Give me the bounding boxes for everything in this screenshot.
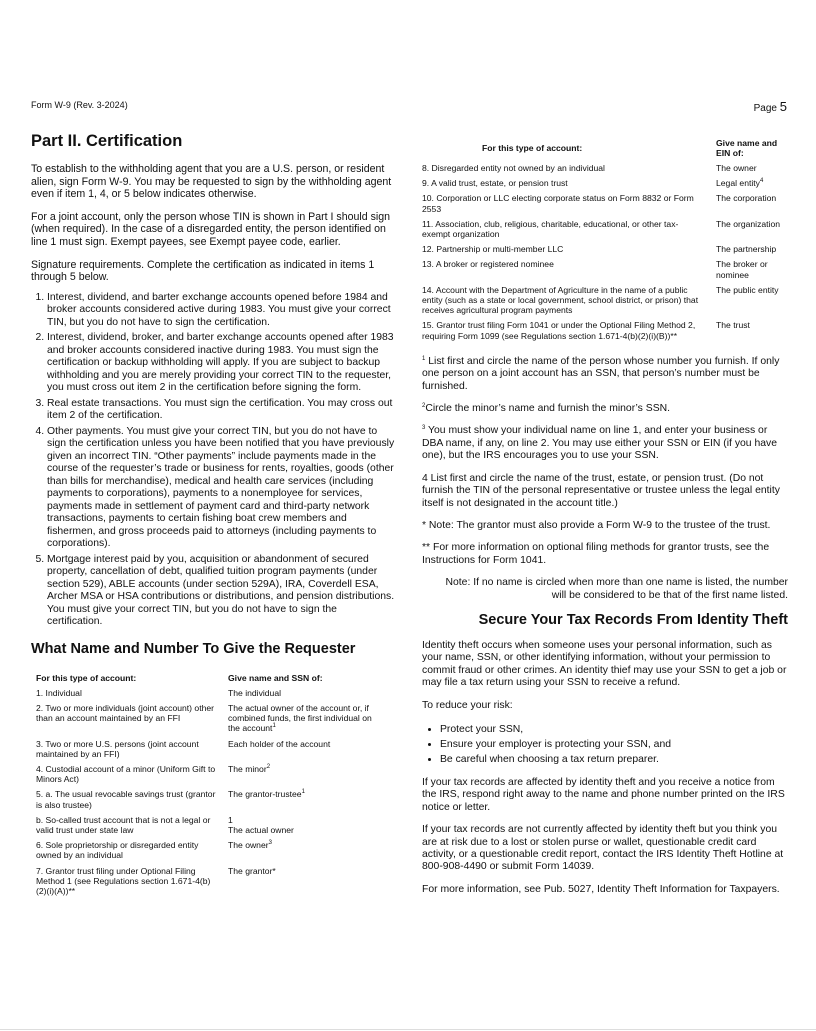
identity-paragraph-3: If your tax records are affected by identity theft and you receive a notice from the IRS, respond right away to the name and phone number printed on the IRS notice or letter. (422, 776, 785, 813)
table-row (422, 285, 788, 321)
identity-paragraph-4: If your tax records are not currently affected by identity theft but you think you are at risk due to a lost or stolen purse or wallet, questionable credit card activity, or a questionable credit report, contact the IRS Identity Theft Hotline at 800-908-4490 or submit Form 14039. (422, 824, 784, 873)
give-name-text: The broker or nominee (716, 259, 768, 280)
account-type-cell: 11. Association, club, religious, charitable, educational, or other tax-exempt organization (422, 218, 679, 240)
give-name-text: The trust (716, 320, 750, 331)
table-row (422, 163, 788, 178)
footnote-ref: 4 (759, 178, 764, 185)
list-item: • Be careful when choosing a tax return preparer. (440, 752, 788, 767)
account-type-cell: 14. Account with the Department of Agriculture in the name of a public entity (such as a state or local government, school district, or prison) that receives agricultural program payments (422, 284, 699, 316)
table-header-give: Give name and EIN of: (716, 138, 778, 158)
account-type-cell: b. So-called trust account that is not a legal or valid trust under state law (36, 814, 211, 835)
list-item: 2. Interest, dividend, broker, and barter exchange accounts opened after 1983 and broker accounts considered inactive during 1983. You must sign the certification or backup withholding will apply. If you are subject to backup withholding and you are merely providing your correct TIN to the requester, you must cross out item 2 in the certification before signing the form. (47, 332, 395, 395)
give-name-text: The public entity (716, 284, 779, 295)
identity-paragraph-5: For more information, see Pub. 5027, Identity Theft Information for Taxpayers. (422, 883, 780, 895)
give-name-text: The minor (228, 763, 267, 774)
give-name-cell (228, 840, 386, 865)
left-column (31, 132, 395, 901)
account-type-cell: 15. Grantor trust filing Form 1041 or under the Optional Filing Method 2, requiring Form 1099 (see Regulations section 1.671-4(b)(2)(i)(B))** (422, 320, 696, 341)
give-name-cell (716, 259, 788, 284)
table-row (422, 244, 788, 259)
cert-paragraph-2: For a joint account, only the person whose TIN is shown in Part I should sign (when required). In the case of a disregarded entity, the person identified on line 1 must sign. Exempt payees, see Exempt payee code, earlier. (31, 210, 391, 248)
give-name-text: The partnership (716, 244, 777, 255)
list-item: 5. Mortgage interest paid by you, acquisition or abandonment of secured property, cancellation of debt, qualified tuition program payments (under section 529), ABLE accounts (under section 529A), IRA, Coverdell ESA, Archer MSA or HSA contributions or distributions, and pension distributions. You must give your correct TIN, but you do not have to sign the certification. (47, 554, 395, 629)
give-name-text: The owner (716, 163, 757, 173)
give-name-cell (716, 219, 788, 244)
account-type-cell: 7. Grantor trust filing under Optional Filing Method 1 (see Regulations section 1.671-4(b)(2)(i)(A))** (36, 865, 211, 896)
risk-bullet-list (422, 722, 788, 767)
account-type-cell: 13. A broker or registered nominee (422, 259, 554, 270)
footnote-double-star: ** For more information on optional filing methods for grantor trusts, see the Instructions for Form 1041. (422, 542, 770, 566)
footnote-ref: 1 (301, 789, 305, 796)
ssn-table (36, 673, 386, 901)
give-name-cell (228, 703, 386, 739)
footnote-4: 4 List first and circle the name of the trust, estate, or pension trust. (Do not furnish the TIN of the personal representative or trustee unless the legal entity itself is not designated in the account title.) (422, 472, 780, 509)
table-row (422, 259, 788, 284)
give-name-cell (716, 285, 788, 321)
give-name-cell (228, 764, 386, 789)
cert-paragraph-1: To establish to the withholding agent that you are a U.S. person, or resident alien, sign Form W-9. You may be requested to sign by the withholding agent even if item 1, 4, or 5 below indicates otherwise. (31, 163, 392, 201)
section-title-name-number: What Name and Number To Give the Requester (31, 640, 356, 657)
table-header-give: Give name and SSN of: (228, 672, 323, 683)
give-name-text: The individual (228, 687, 282, 698)
give-name-cell (228, 789, 386, 814)
table-row (36, 815, 386, 840)
give-name-text: The grantor* (228, 865, 276, 876)
give-name-cell (716, 320, 788, 345)
cert-paragraph-3: Signature requirements. Complete the certification as indicated in items 1 through 5 below. (31, 258, 375, 284)
footnote-1: $^1$ List first and circle the name of the person whose number you furnish. If only one person on a joint account has an SSN, that person’s number must be furnished. (422, 355, 780, 392)
footnote-star: * Note: The grantor must also provide a Form W-9 to the trustee of the trust. (422, 519, 771, 531)
give-name-cell (716, 244, 788, 259)
form-id: Form W-9 (Rev. 3-2024) (31, 100, 128, 110)
account-type-cell: 2. Two or more individuals (joint account) other than an account maintained by an FFI (36, 702, 215, 724)
give-name-text: The grantor-trustee (228, 789, 302, 800)
table-row (36, 739, 386, 764)
account-type-cell: 6. Sole proprietorship or disregarded entity owned by an individual (36, 840, 199, 861)
footnote-ref: 3 (268, 840, 272, 847)
page-num: 5 (779, 99, 787, 114)
give-name-text: Legal entity (716, 178, 760, 189)
certification-title: Part II. Certification (31, 132, 183, 150)
signature-requirements-list (31, 292, 395, 629)
identity-paragraph-2: To reduce your risk: (422, 699, 513, 711)
footnote-ref: 2 (266, 763, 271, 770)
account-type-cell: 1. Individual (36, 687, 82, 698)
give-name-cell (716, 178, 788, 193)
give-name-text: The actual owner of the account or, if combined funds, the first individual on the account (228, 702, 372, 734)
table-row (36, 840, 386, 865)
table-row (422, 178, 788, 193)
footnote-2: $^2$Circle the minor’s name and furnish the minor’s SSN. (422, 403, 671, 415)
table-row (36, 866, 386, 902)
table-row (422, 320, 788, 345)
give-name-text: Each holder of the account (228, 738, 331, 749)
table-row (36, 789, 386, 814)
give-name-text: The owner (228, 840, 269, 851)
table-row (36, 703, 386, 739)
footnote-3: $^3$ You must show your individual name on line 1, and enter your business or DBA name, if any, on line 2. You may use either your SSN or EIN (if you have one), but the IRS encourages you to use your SSN. (422, 425, 778, 462)
ein-table (422, 138, 788, 346)
list-item: • Protect your SSN, (440, 722, 788, 737)
section-title-identity-theft: Secure Your Tax Records From Identity Theft (478, 611, 788, 628)
give-name-cell (716, 163, 788, 178)
account-type-cell: 12. Partnership or multi-member LLC (422, 244, 564, 255)
give-name-cell (228, 815, 386, 840)
give-name-text: 1 The actual owner (228, 814, 294, 835)
give-name-text: The corporation (716, 193, 777, 204)
table-row (422, 219, 788, 244)
table-row (422, 193, 788, 218)
account-type-cell: 10. Corporation or LLC electing corporate status on Form 8832 or Form 2553 (422, 193, 694, 214)
give-name-cell (228, 739, 386, 764)
table-row (36, 764, 386, 789)
account-type-cell: 5. a. The usual revocable savings trust (grantor is also trustee) (36, 789, 216, 810)
give-name-cell (228, 688, 386, 703)
list-item: 4. Other payments. You must give your correct TIN, but you do not have to sign the certification unless you have been notified that you have previously given an incorrect TIN. “Other payments” include payments made in the course of the requester’s trade or business for rents, royalties, goods (other than bills for merchandise), medical and health care services (including payments to corporations), payments to a nonemployee for services, payments made in settlement of payment card and third-party network transactions, payments to certain fishing boat crew members and fishermen, and gross proceeds paid to attorneys (including payments to corporations). (47, 426, 395, 551)
table-header-account: For this type of account: (482, 143, 583, 153)
footnotes (422, 356, 788, 602)
note-text: Note: If no name is circled when more than one name is listed, the number will be considered to be that of the first name listed. (445, 577, 788, 601)
list-item: 3. Real estate transactions. You must sign the certification. You may cross out item 2 of the certification. (47, 398, 395, 423)
page-bottom-rule (0, 1029, 816, 1030)
list-item: • Ensure your employer is protecting your SSN, and (440, 737, 788, 752)
account-type-cell: 9. A valid trust, estate, or pension trust (422, 178, 568, 189)
footnote-ref: 1 (272, 723, 276, 730)
give-name-cell (716, 193, 788, 218)
identity-theft-section (422, 640, 788, 896)
page-word: Page (753, 103, 777, 114)
identity-paragraph-1: Identity theft occurs when someone uses your personal information, such as your name, SSN, or other identifying information, without your permission to commit fraud or other crimes. An identity thief may use your SSN to get a job or may file a tax return using your SSN to receive a refund. (422, 639, 787, 689)
page-number (754, 99, 787, 114)
give-name-cell (228, 866, 386, 902)
list-item: 1. Interest, dividend, and barter exchange accounts opened before 1984 and broker accounts considered active during 1983. You must give your correct TIN, but you do not have to sign the certification. (47, 292, 395, 330)
right-column (422, 138, 788, 906)
account-type-cell: 4. Custodial account of a minor (Uniform Gift to Minors Act) (36, 763, 216, 785)
account-type-cell: 8. Disregarded entity not owned by an individual (422, 163, 605, 173)
give-name-text: The organization (716, 218, 781, 229)
table-header-account: For this type of account: (36, 672, 137, 683)
account-type-cell: 3. Two or more U.S. persons (joint account maintained by an FFI) (36, 738, 199, 759)
table-row (36, 688, 386, 703)
